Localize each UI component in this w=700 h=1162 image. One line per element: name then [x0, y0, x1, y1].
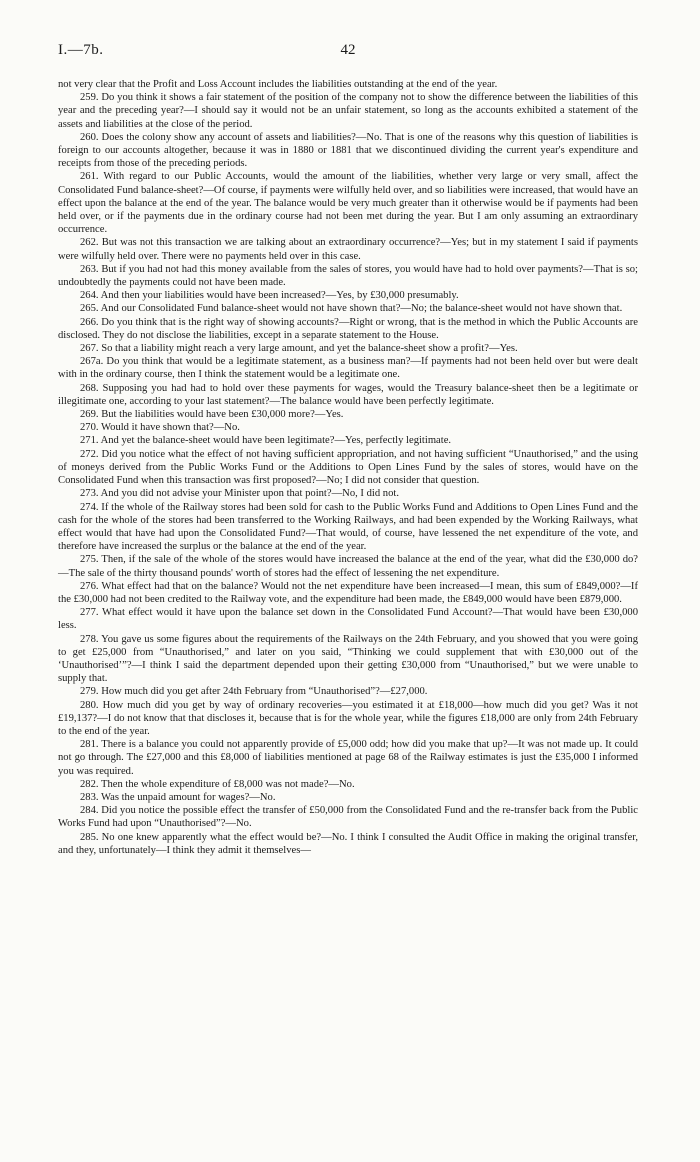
page-header: [58, 42, 638, 64]
paragraph: 267. So that a liability might reach a very large amount, and yet the balance-sheet show a profit?—Yes.: [80, 343, 518, 355]
paragraph-continuation: not very clear that the Profit and Loss Account includes the liabilities outstanding at the end of the year.: [58, 79, 498, 90]
paragraph: 265. And our Consolidated Fund balance-sheet would not have shown that?—No; the balance-sheet would not have shown that.: [80, 303, 623, 315]
paragraph: 281. There is a balance you could not apparently provide of £5,000 odd; how did you make that up?—It was not made up. It could not go through. The £27,000 and this £8,000 of liabilities mentioned at page 68 of the Railway estimates is just the £35,000 I informed you was required.: [58, 739, 638, 777]
paragraph: 278. You gave us some figures about the requirements of the Railways on the 24th February, and you showed that you were going to get £25,000 from “Unauthorised,” and later on you said, “Thinking we could supplement that with £30,000 out of the ‘Unauthorised’”?—I think I said the department depended upon their getting £30,000 from “Unauthorised,” but we were unable to supply that.: [58, 633, 638, 685]
paragraph: 272. Did you notice what the effect of not having sufficient appropriation, and not having sufficient “Unauthorised,” and the using of moneys derived from the Public Works Fund or the Additions to Open Lines Fund by the sales of stores, would have on the Consolidated Fund when this transaction was first proposed?—No; I did not consider that question.: [58, 448, 638, 487]
paragraph: 269. But the liabilities would have been £30,000 more?—Yes.: [80, 409, 344, 421]
paragraph: 279. How much did you get after 24th February from “Unauthorised”?—£27,000.: [80, 686, 428, 698]
paragraph: 274. If the whole of the Railway stores had been sold for cash to the Public Works Fund and Additions to Open Lines Fund and the cash for the whole of the stores had been transferred to the Working Railways, and had been expended by the Working Railways, what effect would that have had upon the Consolidated Fund?—That would, of course, have lessened the net expenditure of the vote, and therefore have increased the surplus or the balance at the end of the year.: [58, 501, 638, 553]
paragraph: 275. Then, if the sale of the whole of the stores would have increased the balance at the end of the year, what did the £30,000 do?—The sale of the thirty thousand pounds' worth of stores had the effect of lessening the net expenditure.: [58, 554, 638, 579]
paragraph: 270. Would it have shown that?—No.: [80, 422, 240, 434]
paragraph: 268. Supposing you had had to hold over these payments for wages, would the Treasury balance-sheet then be a legitimate or illegitimate one, according to your last statement?—The balance would have been perfectly legitimate.: [58, 382, 638, 407]
paragraph: 259. Do you think it shows a fair statement of the position of the company not to show the difference between the liabilities of this year and the preceding year?—I should say it would not be an unfair statement, so long as the accounts exhibited a statement of the assets and liabilities at the close of the period.: [58, 92, 638, 130]
paragraph: 283. Was the unpaid amount for wages?—No.: [80, 791, 276, 803]
paragraph: 271. And yet the balance-sheet would have been legitimate?—Yes, perfectly legitimate.: [80, 435, 452, 447]
paper-reference: I.—7b.: [58, 42, 104, 58]
paragraph: 266. Do you think that is the right way of showing accounts?—Right or wrong, that is the method in which the Public Accounts are disclosed. They do not disclose the liabilities, except in a separate statement to the House.: [58, 316, 638, 341]
paragraph: 273. And you did not advise your Minister upon that point?—No, I did not.: [80, 488, 399, 500]
document-body: [58, 78, 638, 857]
paragraph: 267a. Do you think that would be a legitimate statement, as a business man?—If payments had not been held over but were dealt with in the ordinary course, then I think the statement would be a legitimate one.: [58, 356, 638, 381]
paragraph: 276. What effect had that on the balance? Would not the net expenditure have been increased—I mean, this sum of £849,000?—If the £30,000 had not been credited to the Railway vote, and the expenditure had been made, the £849,000 would have been £879,000.: [58, 580, 638, 605]
paragraph: 261. With regard to our Public Accounts, would the amount of the liabilities, whether very large or very small, affect the Consolidated Fund balance-sheet?—Of course, if payments were wilfully held over, and so liabilities were increased, that would have an effect upon the balance at the end of the year. The balance would be very much greater than it otherwise would be if payments had been held over, or if the payments due in the ordinary course had not been met during the year. But I am only assuming an extraordinary occurrence.: [58, 171, 638, 236]
page-number: 42: [340, 42, 356, 58]
paragraph: 277. What effect would it have upon the balance set down in the Consolidated Fund Account?—That would have been £30,000 less.: [58, 607, 638, 632]
paragraph: 264. And then your liabilities would have been increased?—Yes, by £30,000 presumably.: [80, 290, 459, 302]
paragraph: 280. How much did you get by way of ordinary recoveries—you estimated it at £18,000—how much did you get? Was it not £19,137?—I do not know that that discloses it, because that is for the whole year, while the figures £18,000 are only from 24th February to the end of the year.: [58, 699, 638, 737]
paragraph: 260. Does the colony show any account of assets and liabilities?—No. That is one of the reasons why this question of liabilities is foreign to our accounts altogether, because it was in 1880 or 1881 that we discontinued dividing the current year's expenditure and receipts from those of the preceding periods.: [58, 131, 638, 170]
paragraph: 282. Then the whole expenditure of £8,000 was not made?—No.: [80, 778, 355, 790]
paragraph: 263. But if you had not had this money available from the sales of stores, you would have had to hold over payments?—That is so; undoubtedly the payments could not have been made.: [58, 263, 638, 289]
paragraph: 262. But was not this transaction we are talking about an extraordinary occurrence?—Yes; but in my statement I said if payments were wilfully held over. There were no payments held over in this case.: [58, 237, 638, 262]
paragraph: 284. Did you notice the possible effect the transfer of £50,000 from the Consolidated Fund and the re-transfer back from the Public Works Fund had upon “Unauthorised”?—No.: [58, 805, 638, 830]
paragraph: 285. No one knew apparently what the effect would be?—No. I think I consulted the Audit Office in making the original transfer, and they, unfortunately—I think they admit it themselves—: [58, 831, 638, 856]
